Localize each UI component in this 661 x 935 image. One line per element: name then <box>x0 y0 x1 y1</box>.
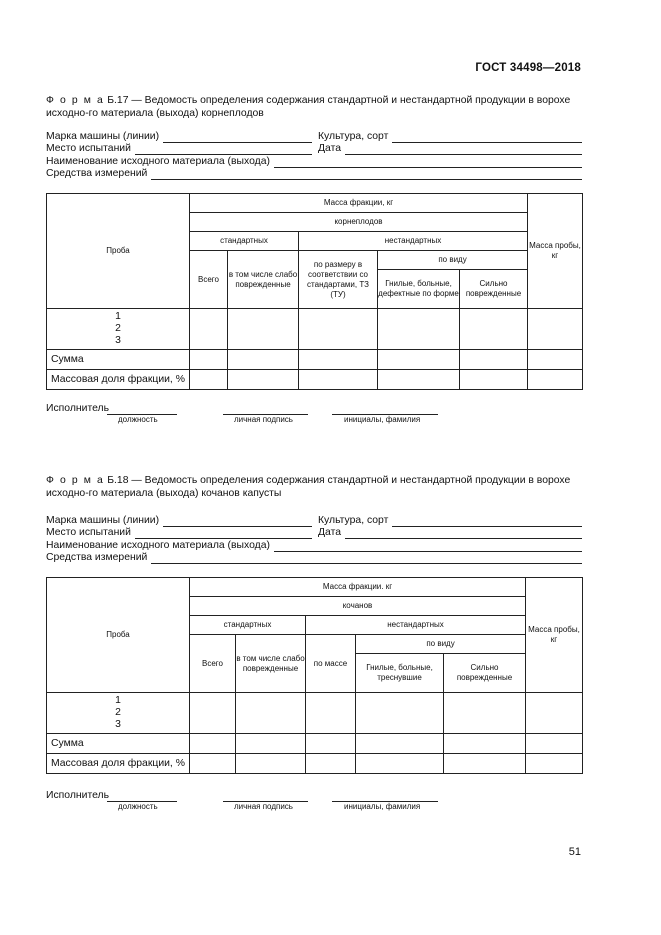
total-header: Всего <box>190 251 228 309</box>
sum-cell[interactable] <box>299 350 378 370</box>
mass-fraction-header: Масса фракции, кг <box>190 194 528 213</box>
instruments-field <box>46 167 582 180</box>
instruments-input-line[interactable] <box>151 553 582 564</box>
sum-row-label: Сумма <box>47 350 190 370</box>
executor-label: Исполнитель <box>46 403 109 414</box>
data-cell[interactable] <box>526 693 583 734</box>
sum-cell[interactable] <box>378 350 460 370</box>
data-cell[interactable] <box>356 693 444 734</box>
data-cell[interactable] <box>299 309 378 350</box>
machine-label: Марка машины (линии) <box>46 515 160 526</box>
mass-share-cell[interactable] <box>356 754 444 774</box>
by-mass-header: по массе <box>306 635 356 693</box>
data-cell[interactable] <box>444 693 526 734</box>
heavily-damaged-header: Сильно поврежденные <box>444 654 526 693</box>
instruments-field <box>46 551 582 564</box>
mass-share-row-label: Массовая доля фракции, % <box>47 754 190 774</box>
form-b17-caption <box>46 94 582 120</box>
mass-share-cell[interactable] <box>460 370 528 390</box>
rotten-header: Гнилые, больные, дефектные по форме <box>378 270 460 309</box>
data-cell[interactable] <box>460 309 528 350</box>
rotten-header: Гнилые, больные, треснувшие <box>356 654 444 693</box>
data-cell[interactable] <box>528 309 583 350</box>
data-cell[interactable] <box>306 693 356 734</box>
form-prefix: Ф о р м а <box>46 95 105 106</box>
probe-numbers <box>47 693 190 734</box>
product-header: корнеплодов <box>190 213 528 232</box>
date-label: Дата <box>318 527 342 538</box>
form-prefix: Ф о р м а <box>46 475 105 486</box>
sum-row-label: Сумма <box>47 734 190 754</box>
slightly-damaged-header: в том числе слабо поврежденные <box>228 251 299 309</box>
instruments-label: Средства измерений <box>46 168 148 179</box>
probe-number: 2 <box>115 707 121 718</box>
mass-share-cell[interactable] <box>228 370 299 390</box>
culture-label: Культура, сорт <box>318 131 389 142</box>
sum-cell[interactable] <box>306 734 356 754</box>
form-title: Б.18 — Ведомость определения содержания стандартной и нестандартной продукции в ворохе исходно-го материала (выхода) кочанов капусты <box>46 475 571 499</box>
form-b18-caption <box>46 474 582 500</box>
sample-mass-header: Масса пробы, кг <box>526 578 583 693</box>
date-field <box>318 526 582 539</box>
mass-share-row-label: Массовая доля фракции, % <box>47 370 190 390</box>
place-label: Место испытаний <box>46 527 131 538</box>
sum-cell[interactable] <box>460 350 528 370</box>
nonstandard-header: нестандартных <box>299 232 528 251</box>
probe-header: Проба <box>47 578 190 693</box>
date-input-line[interactable] <box>345 144 582 155</box>
standard-header: стандартных <box>190 616 306 635</box>
by-type-header: по виду <box>356 635 526 654</box>
sum-cell[interactable] <box>228 350 299 370</box>
data-cell[interactable] <box>236 693 306 734</box>
mass-share-cell[interactable] <box>526 754 583 774</box>
probe-number: 3 <box>115 719 121 730</box>
place-input-line[interactable] <box>135 144 312 155</box>
instruments-input-line[interactable] <box>151 169 582 180</box>
personal-signature-caption: личная подпись <box>234 415 293 424</box>
form-b18-table <box>46 577 583 774</box>
mass-share-cell[interactable] <box>378 370 460 390</box>
date-label: Дата <box>318 143 342 154</box>
probe-number: 2 <box>115 323 121 334</box>
executor-label: Исполнитель <box>46 790 109 801</box>
by-type-header: по виду <box>378 251 528 270</box>
position-caption: должность <box>118 802 158 811</box>
machine-label: Марка машины (линии) <box>46 131 160 142</box>
data-cell[interactable] <box>190 693 236 734</box>
probe-number: 1 <box>115 695 121 706</box>
material-label: Наименование исходного материала (выхода) <box>46 156 270 167</box>
personal-signature-caption: личная подпись <box>234 802 293 811</box>
standard-number: ГОСТ 34498—2018 <box>475 62 581 74</box>
data-cell[interactable] <box>228 309 299 350</box>
sum-cell[interactable] <box>190 350 228 370</box>
mass-share-cell[interactable] <box>190 754 236 774</box>
form-b17-table <box>46 193 583 390</box>
page-number: 51 <box>568 846 581 858</box>
mass-share-cell[interactable] <box>444 754 526 774</box>
data-cell[interactable] <box>190 309 228 350</box>
probe-numbers <box>47 309 190 350</box>
date-field <box>318 142 582 155</box>
instruments-label: Средства измерений <box>46 552 148 563</box>
initials-caption: инициалы, фамилия <box>344 415 421 424</box>
place-input-line[interactable] <box>135 528 312 539</box>
material-label: Наименование исходного материала (выхода) <box>46 540 270 551</box>
mass-share-cell[interactable] <box>299 370 378 390</box>
heavily-damaged-header: Сильно поврежденные <box>460 270 528 309</box>
sum-cell[interactable] <box>526 734 583 754</box>
sum-cell[interactable] <box>356 734 444 754</box>
mass-share-cell[interactable] <box>236 754 306 774</box>
date-input-line[interactable] <box>345 528 582 539</box>
mass-share-cell[interactable] <box>528 370 583 390</box>
nonstandard-header: нестандартных <box>306 616 526 635</box>
position-caption: должность <box>118 415 158 424</box>
probe-number: 1 <box>115 311 121 322</box>
place-field <box>46 526 312 539</box>
place-label: Место испытаний <box>46 143 131 154</box>
mass-share-cell[interactable] <box>306 754 356 774</box>
sum-cell[interactable] <box>528 350 583 370</box>
sum-cell[interactable] <box>236 734 306 754</box>
sample-mass-header: Масса пробы, кг <box>528 194 583 309</box>
sum-cell[interactable] <box>444 734 526 754</box>
place-field <box>46 142 312 155</box>
culture-label: Культура, сорт <box>318 515 389 526</box>
data-cell[interactable] <box>378 309 460 350</box>
product-header: кочанов <box>190 597 526 616</box>
form-title: Б.17 — Ведомость определения содержания стандартной и нестандартной продукции в ворохе исходно-го материала (выхода) корнеплодов <box>46 95 571 119</box>
sum-cell[interactable] <box>190 734 236 754</box>
mass-fraction-header: Масса фракции. кг <box>190 578 526 597</box>
initials-caption: инициалы, фамилия <box>344 802 421 811</box>
standard-header: стандартных <box>190 232 299 251</box>
by-size-header: по размеру в соответствии со стандартами, ТЗ (ТУ) <box>299 251 378 309</box>
slightly-damaged-header: в том числе слабо поврежденные <box>236 635 306 693</box>
probe-header: Проба <box>47 194 190 309</box>
mass-share-cell[interactable] <box>190 370 228 390</box>
probe-number: 3 <box>115 335 121 346</box>
total-header: Всего <box>190 635 236 693</box>
